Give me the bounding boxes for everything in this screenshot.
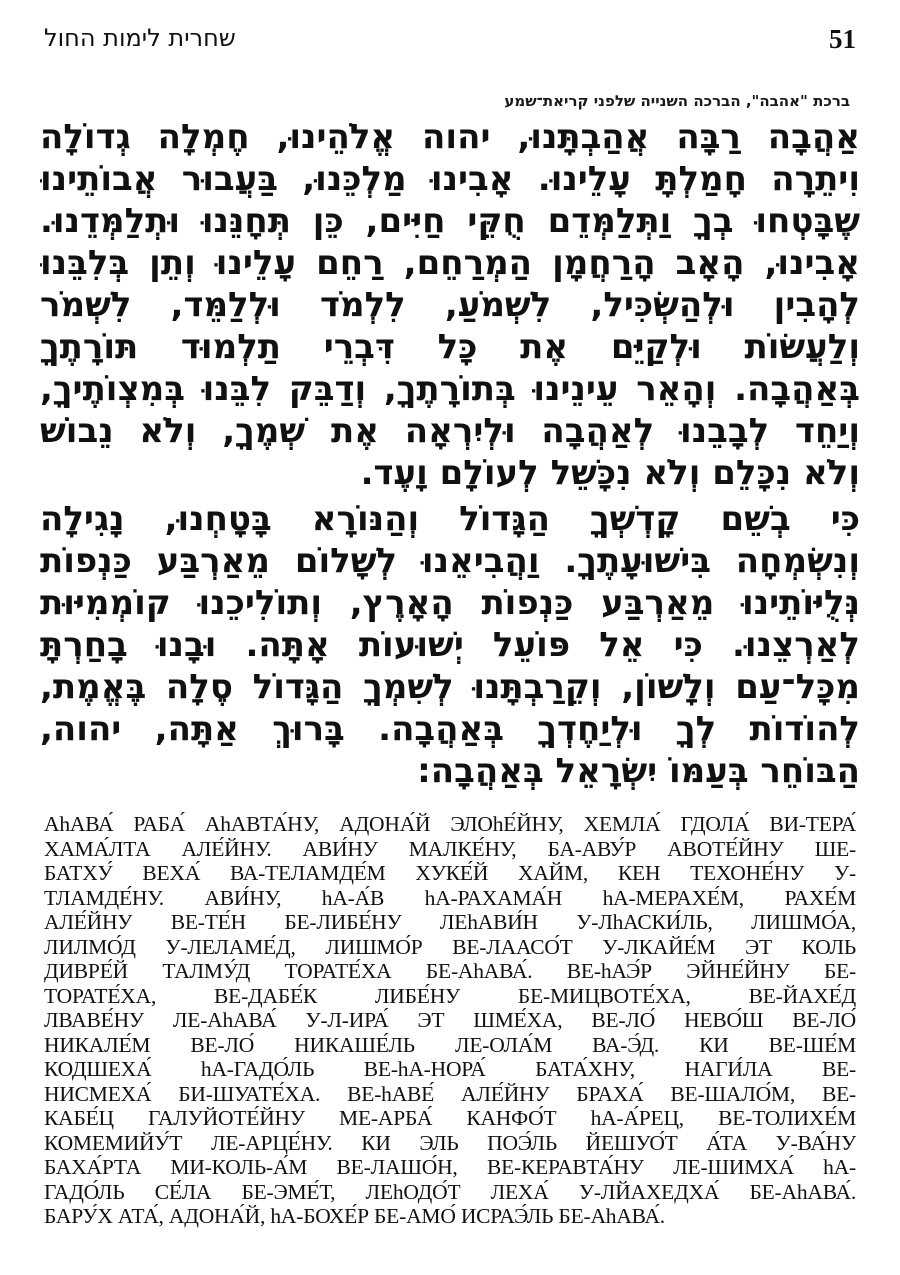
- transliteration-line: ДИВРЕ́Й ТАЛМУ́Д ТОРАТЕ́ХА БЕ-АhАВА́. ВЕ-hАЭ́Р ЭЙНЕ́ЙНУ БЕ-: [44, 959, 856, 983]
- transliteration-line: БАХА́РТА МИ-КОЛЬ-А́М ВЕ-ЛАШО́Н, ВЕ-КЕРАВТА́НУ ЛЕ-ШИМХА́ hА-: [44, 1155, 856, 1179]
- transliteration-line: ЛВАВЕ́НУ ЛЕ-АhАВА́ У-Л-ИРА́ ЭТ ШМЕ́ХА, ВЕ-ЛО́ НЕВО́Ш ВЕ-ЛО́: [44, 1008, 856, 1032]
- hebrew-line: הַבּוֹחֵר בְּעַמּוֹ יִשְׂרָאֵל בְּאַהֲבָה:: [417, 751, 860, 791]
- transliteration-line: КОМЕМИЙУ́Т ЛЕ-АРЦЕ́НУ. КИ ЭЛЬ ПОЭ́ЛЬ ЙЕШУО́Т А́ТА У-ВА́НУ: [44, 1130, 856, 1155]
- hebrew-line: מִכָּל־עַם וְלָשׁוֹן, וְקֵרַבְתָּנוּ לְשִׁמְךָ הַגָּדוֹל סֶלָה בֶּאֱמֶת,: [40, 667, 860, 707]
- transliteration-line: ЛИЛМО́Д У-ЛЕЛАМЕ́Д, ЛИШМО́Р ВЕ-ЛААСО́Т У-ЛКАЙЕ́М ЭТ КОЛЬ: [44, 934, 856, 959]
- hebrew-line: וְנִשְׂמְחָה בִּישׁוּעָתֶךָ. וַהֲבִיאֵנוּ לְשָׁלוֹם מֵאַרְבַּע כַּנְפוֹת: [40, 541, 860, 581]
- transliteration-line: ТЛАМДЕ́НУ. АВИ́НУ, hА-А́В hА-РАХАМА́Н hА-МЕРАХЕ́М, РАХЕ́М: [44, 885, 856, 910]
- transliteration-text: [44, 812, 856, 1229]
- hebrew-line: וְלַעֲשׂוֹת וּלְקַיֵּם אֶת כָּל דִּבְרֵי תַלְמוּד תּוֹרָתֶךָ: [40, 327, 860, 367]
- section-caption: ברכת "אהבה", הברכה השנייה שלפני קריאת־שמע: [504, 92, 850, 110]
- transliteration-line: БАРУ́Х АТА́, АДОНА́Й, hА-БОХЕ́Р БЕ-АМО́ ИСРАЭ́ЛЬ БЕ-АhАВА́.: [44, 1204, 665, 1228]
- transliteration-line: ГАДО́ЛЬ СЕ́ЛА БЕ-ЭМЕ́Т, ЛЕhОДО́Т ЛЕХА́ У-ЛЙАХЕДХА́ БЕ-АhАВА́.: [44, 1179, 856, 1204]
- hebrew-line: כִּי בְשֵׁם קָדְשְׁךָ הַגָּדוֹל וְהַנּוֹרָא בָּטָחְנוּ, נָגִילָה: [40, 499, 860, 539]
- running-header: [44, 20, 856, 60]
- hebrew-line: לְהוֹדוֹת לְךָ וּלְיַחֶדְךָ בְּאַהֲבָה. בָּרוּךְ אַתָּה, יהוה,: [40, 709, 860, 749]
- hebrew-line: לְאַרְצֵנוּ. כִּי אֵל פּוֹעֵל יְשׁוּעוֹת אָתָּה. וּבָנוּ בָחַרְתָּ: [40, 625, 860, 665]
- transliteration-line: АЛЕ́ЙНУ ВЕ-ТЕ́Н БЕ-ЛИБЕ́НУ ЛЕhАВИ́Н У-ЛhАСКИ́ЛЬ, ЛИШМО́А,: [44, 910, 856, 934]
- hebrew-line: נְּלֻיּוֹתֵינוּ מֵאַרְבַּע כַּנְפוֹת הָאָרֶץ, וְתוֹלִיכֵנוּ קוֹמְמִיּוּת: [40, 583, 860, 623]
- transliteration-line: ТОРАТЕ́ХА, ВЕ-ДАБЕ́К ЛИБЕ́НУ БЕ-МИЦВОТЕ́ХА, ВЕ-ЙАХЕ́Д: [44, 983, 856, 1008]
- hebrew-line: וִיתֵרָה חָמַלְתָּ עָלֵינוּ. אָבִינוּ מַלְכֵּנוּ, בַּעֲבוּר אֲבוֹתֵינוּ: [40, 159, 860, 199]
- hebrew-prayer-text: [40, 116, 860, 792]
- page-number: 51: [829, 24, 856, 54]
- hebrew-line: בְּאַהֲבָה. וְהָאֵר עֵינֵינוּ בְּתוֹרָתֶךָ, וְדַבֵּק לִבֵּנוּ בְּמִצְוֹתֶיךָ,: [40, 369, 860, 409]
- transliteration-line: НИКАЛЕ́М ВЕ-ЛО́ НИКАШЕ́ЛЬ ЛЕ-ОЛА́М ВА-Э́Д. КИ ВЕ-ШЕ́М: [44, 1032, 856, 1057]
- running-title: שחרית לימות החול: [44, 24, 236, 52]
- transliteration-line: НИСМЕХА́ БИ-ШУАТЕ́ХА. ВЕ-hАВЕ́ АЛЕ́ЙНУ БРАХА́ ВЕ-ШАЛО́М, ВЕ-: [44, 1081, 856, 1106]
- hebrew-line: לְהָבִין וּלְהַשְׂכִּיל, לִשְׁמֹעַ, לִלְמֹד וּלְלַמֵּד, לִשְׁמֹר: [40, 285, 860, 325]
- hebrew-line: אָבִינוּ, הָאָב הָרַחֲמָן הַמְרַחֵם, רַחֵם עָלֵינוּ וְתֵן בְּלִבֵּנוּ: [40, 243, 860, 283]
- transliteration-line: ХАМА́ЛТА АЛЕ́ЙНУ. АВИ́НУ МАЛКЕ́НУ, БА-АВУ́Р АВОТЕ́ЙНУ ШЕ-: [44, 836, 856, 861]
- transliteration-line: АhАВА́ РАБА́ АhАВТА́НУ, АДОНА́Й ЭЛОhЕ́ЙНУ, ХЕМЛА́ ГДОЛА́ ВИ-ТЕРА́: [44, 812, 856, 836]
- transliteration-line: БАТХУ́ ВЕХА́ ВА-ТЕЛАМДЕ́М ХУКЕ́Й ХАЙМ, КЕН ТЕХОНЕ́НУ У-: [44, 861, 856, 885]
- transliteration-line: КОДШЕХА́ hА-ГАДО́ЛЬ ВЕ-hА-НОРА́ БАТА́ХНУ, НАГИ́ЛА ВЕ-: [44, 1057, 856, 1081]
- transliteration-line: КАБЕ́Ц ГАЛУЙОТЕ́ЙНУ МЕ-АРБА́ КАНФО́Т hА-А́РЕЦ, ВЕ-ТОЛИХЕ́М: [44, 1106, 856, 1130]
- hebrew-line: וְלֹא נִכָּלֵם וְלֹא נִכָּשֵׁל לְעוֹלָם וָעֶד.: [360, 453, 860, 493]
- hebrew-line: וְיַחֵד לְבָבֵנוּ לְאַהֲבָה וּלְיִרְאָה אֶת שְׁמֶךָ, וְלֹא נֵבוֹשׁ: [40, 411, 860, 451]
- hebrew-line: אַהֲבָה רַבָּה אֲהַבְתָּנוּ, יהוה אֱלֹהֵינוּ, חֶמְלָה גְדוֹלָה: [40, 117, 860, 157]
- hebrew-line: שֶׁבָּטְחוּ בְךָ וַתְּלַמְּדֵם חֻקֵּי חַיִּים, כֵּן תְּחָנֵּנוּ וּתְלַמְּדֵנוּ.: [40, 201, 860, 241]
